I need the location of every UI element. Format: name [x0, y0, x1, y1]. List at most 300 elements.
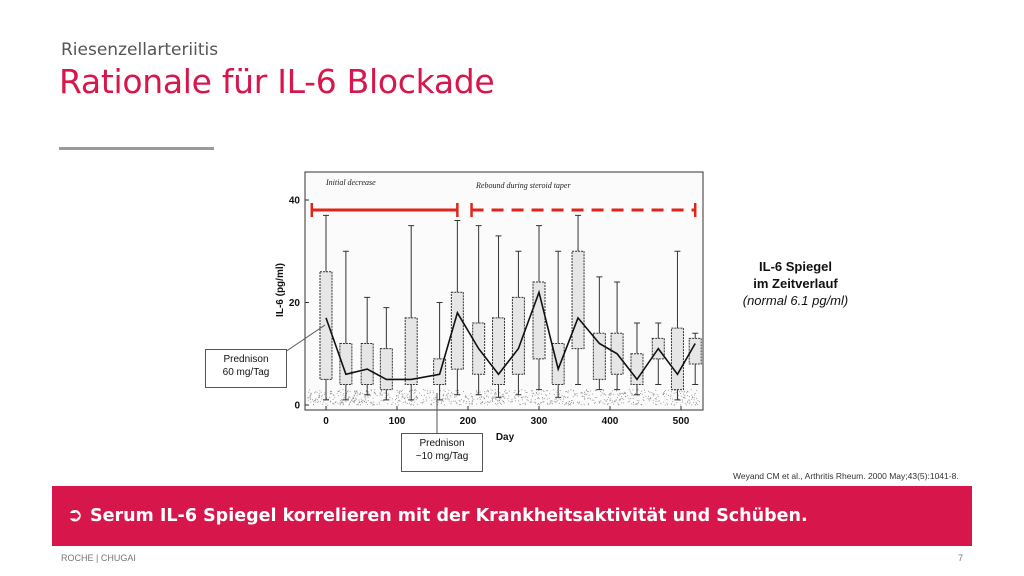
noise-dot	[653, 400, 654, 401]
noise-dot	[555, 399, 556, 400]
noise-dot	[485, 393, 486, 394]
noise-dot	[547, 390, 548, 391]
key-message-text: Serum IL-6 Spiegel korrelieren mit der Krankheitsaktivität und Schüben.	[90, 506, 808, 526]
noise-dot	[361, 399, 362, 400]
noise-dot	[333, 394, 334, 395]
noise-dot	[409, 398, 410, 399]
noise-dot	[310, 394, 311, 395]
noise-dot	[687, 395, 688, 396]
noise-dot	[343, 403, 344, 404]
noise-dot	[396, 398, 397, 399]
noise-dot	[649, 399, 650, 400]
noise-dot	[691, 395, 692, 396]
noise-dot	[509, 391, 510, 392]
noise-dot	[506, 393, 507, 394]
noise-dot	[613, 394, 614, 395]
x-tick-label-100: 100	[388, 416, 406, 427]
side-label-line2: im Zeitverlauf	[753, 276, 838, 291]
noise-dot	[399, 392, 400, 393]
noise-dot	[507, 398, 508, 399]
noise-dot	[637, 400, 638, 401]
noise-dot	[697, 404, 698, 405]
noise-dot	[479, 397, 480, 398]
noise-dot	[501, 404, 502, 405]
noise-dot	[590, 398, 591, 399]
noise-dot	[466, 401, 467, 402]
noise-dot	[522, 399, 523, 400]
noise-dot	[343, 395, 344, 396]
noise-dot	[547, 399, 548, 400]
noise-dot	[518, 400, 519, 401]
x-tick-label-500: 500	[672, 416, 690, 427]
noise-dot	[521, 389, 522, 390]
noise-dot	[484, 391, 485, 392]
y-tick-label-40: 40	[288, 195, 300, 207]
noise-dot	[655, 398, 656, 399]
noise-dot	[368, 395, 369, 396]
noise-dot	[558, 398, 559, 399]
noise-dot	[443, 394, 444, 395]
noise-dot	[350, 401, 351, 402]
noise-dot	[364, 401, 365, 402]
noise-dot	[668, 395, 669, 396]
noise-dot	[680, 405, 681, 406]
noise-dot	[409, 403, 410, 404]
noise-dot	[356, 404, 357, 405]
noise-dot	[549, 393, 550, 394]
noise-dot	[601, 395, 602, 396]
noise-dot	[380, 394, 381, 395]
noise-dot	[633, 395, 634, 396]
noise-dot	[608, 403, 609, 404]
noise-dot	[694, 397, 695, 398]
noise-dot	[465, 395, 466, 396]
noise-dot	[508, 401, 509, 402]
noise-dot	[653, 403, 654, 404]
noise-dot	[678, 398, 679, 399]
noise-dot	[350, 391, 351, 392]
noise-dot	[486, 395, 487, 396]
noise-dot	[641, 391, 642, 392]
noise-dot	[578, 403, 579, 404]
noise-dot	[569, 404, 570, 405]
noise-dot	[381, 390, 382, 391]
noise-dot	[683, 394, 684, 395]
noise-dot	[354, 392, 355, 393]
noise-dot	[515, 398, 516, 399]
noise-dot	[588, 403, 589, 404]
noise-dot	[471, 396, 472, 397]
noise-dot	[667, 404, 668, 405]
noise-dot	[522, 397, 523, 398]
noise-dot	[542, 397, 543, 398]
noise-dot	[492, 399, 493, 400]
noise-dot	[404, 398, 405, 399]
noise-dot	[618, 404, 619, 405]
noise-dot	[477, 393, 478, 394]
noise-dot	[338, 391, 339, 392]
noise-dot	[503, 396, 504, 397]
noise-dot	[362, 393, 363, 394]
noise-dot	[617, 394, 618, 395]
noise-dot	[399, 391, 400, 392]
noise-dot	[587, 391, 588, 392]
noise-dot	[635, 393, 636, 394]
noise-dot	[644, 390, 645, 391]
noise-dot	[381, 391, 382, 392]
noise-dot	[402, 393, 403, 394]
noise-dot	[317, 402, 318, 403]
noise-dot	[564, 404, 565, 405]
noise-dot	[627, 395, 628, 396]
noise-dot	[327, 405, 328, 406]
noise-dot	[562, 401, 563, 402]
noise-dot	[466, 403, 467, 404]
noise-dot	[502, 394, 503, 395]
noise-dot	[528, 400, 529, 401]
noise-dot	[452, 393, 453, 394]
noise-dot	[519, 404, 520, 405]
noise-dot	[544, 398, 545, 399]
noise-dot	[667, 399, 668, 400]
noise-dot	[359, 401, 360, 402]
noise-dot	[617, 397, 618, 398]
noise-dot	[502, 400, 503, 401]
noise-dot	[488, 391, 489, 392]
annotation-rebound: Rebound during steroid taper	[476, 181, 571, 190]
noise-dot	[512, 399, 513, 400]
noise-dot	[596, 397, 597, 398]
noise-dot	[459, 404, 460, 405]
noise-dot	[670, 396, 671, 397]
noise-dot	[318, 395, 319, 396]
noise-dot	[550, 401, 551, 402]
noise-dot	[620, 393, 621, 394]
noise-dot	[488, 397, 489, 398]
noise-dot	[366, 390, 367, 391]
noise-dot	[653, 393, 654, 394]
noise-dot	[435, 397, 436, 398]
noise-dot	[344, 397, 345, 398]
noise-dot	[686, 404, 687, 405]
noise-dot	[351, 399, 352, 400]
noise-dot	[450, 396, 451, 397]
noise-dot	[494, 397, 495, 398]
noise-dot	[682, 400, 683, 401]
noise-dot	[584, 404, 585, 405]
noise-dot	[570, 403, 571, 404]
noise-dot	[504, 402, 505, 403]
noise-dot	[576, 393, 577, 394]
noise-dot	[648, 398, 649, 399]
noise-dot	[500, 396, 501, 397]
noise-dot	[560, 399, 561, 400]
noise-dot	[315, 399, 316, 400]
noise-dot	[426, 399, 427, 400]
noise-dot	[604, 399, 605, 400]
noise-dot	[396, 395, 397, 396]
noise-dot	[628, 402, 629, 403]
noise-dot	[374, 389, 375, 390]
noise-dot	[682, 391, 683, 392]
noise-dot	[594, 403, 595, 404]
noise-dot	[387, 403, 388, 404]
noise-dot	[635, 404, 636, 405]
noise-dot	[447, 398, 448, 399]
noise-dot	[595, 397, 596, 398]
noise-dot	[406, 395, 407, 396]
noise-dot	[338, 395, 339, 396]
citation: Weyand CM et al., Arthritis Rheum. 2000 May;43(5):1041-8.	[733, 471, 959, 481]
noise-dot	[687, 401, 688, 402]
noise-dot	[466, 396, 467, 397]
noise-dot	[663, 402, 664, 403]
noise-dot	[425, 390, 426, 391]
noise-dot	[574, 395, 575, 396]
noise-dot	[543, 401, 544, 402]
noise-dot	[453, 401, 454, 402]
noise-dot	[621, 402, 622, 403]
noise-dot	[604, 404, 605, 405]
noise-dot	[357, 393, 358, 394]
noise-dot	[563, 399, 564, 400]
noise-dot	[345, 401, 346, 402]
noise-dot	[310, 399, 311, 400]
noise-dot	[480, 399, 481, 400]
noise-dot	[371, 389, 372, 390]
noise-dot	[319, 390, 320, 391]
noise-dot	[638, 400, 639, 401]
noise-dot	[321, 396, 322, 397]
noise-dot	[463, 391, 464, 392]
page-number: 7	[958, 553, 964, 563]
noise-dot	[310, 395, 311, 396]
noise-dot	[584, 399, 585, 400]
noise-dot	[573, 396, 574, 397]
noise-dot	[676, 392, 677, 393]
noise-dot	[320, 401, 321, 402]
noise-dot	[469, 401, 470, 402]
noise-dot	[510, 402, 511, 403]
noise-dot	[523, 397, 524, 398]
noise-dot	[448, 393, 449, 394]
noise-dot	[535, 395, 536, 396]
noise-dot	[492, 401, 493, 402]
slide-title: Rationale für IL-6 Blockade	[59, 62, 495, 101]
noise-dot	[565, 391, 566, 392]
noise-dot	[643, 397, 644, 398]
noise-dot	[584, 398, 585, 399]
box-6	[451, 292, 463, 369]
noise-dot	[600, 401, 601, 402]
noise-dot	[333, 399, 334, 400]
callout-high-dose-line1: Prednison	[223, 354, 269, 365]
noise-dot	[577, 395, 578, 396]
noise-dot	[667, 403, 668, 404]
noise-dot	[613, 404, 614, 405]
noise-dot	[415, 389, 416, 390]
noise-dot	[508, 396, 509, 397]
noise-dot	[612, 401, 613, 402]
noise-dot	[472, 398, 473, 399]
noise-dot	[490, 401, 491, 402]
noise-dot	[367, 395, 368, 396]
noise-dot	[400, 391, 401, 392]
noise-dot	[341, 401, 342, 402]
noise-dot	[678, 395, 679, 396]
y-tick-label-20: 20	[288, 298, 300, 309]
noise-dot	[505, 390, 506, 391]
noise-dot	[431, 404, 432, 405]
noise-dot	[416, 390, 417, 391]
noise-dot	[649, 400, 650, 401]
noise-dot	[340, 392, 341, 393]
noise-dot	[663, 394, 664, 395]
noise-dot	[670, 395, 671, 396]
noise-dot	[689, 396, 690, 397]
noise-dot	[607, 404, 608, 405]
noise-dot	[500, 403, 501, 404]
noise-dot	[333, 404, 334, 405]
noise-dot	[650, 397, 651, 398]
noise-dot	[343, 393, 344, 394]
noise-dot	[322, 404, 323, 405]
noise-dot	[421, 395, 422, 396]
noise-dot	[695, 393, 696, 394]
noise-dot	[445, 398, 446, 399]
noise-dot	[538, 403, 539, 404]
noise-dot	[637, 403, 638, 404]
noise-dot	[446, 395, 447, 396]
noise-dot	[604, 393, 605, 394]
noise-dot	[477, 399, 478, 400]
noise-dot	[354, 402, 355, 403]
noise-dot	[444, 390, 445, 391]
noise-dot	[544, 391, 545, 392]
noise-dot	[471, 403, 472, 404]
noise-dot	[584, 396, 585, 397]
noise-dot	[563, 396, 564, 397]
noise-dot	[622, 398, 623, 399]
noise-dot	[546, 390, 547, 391]
noise-dot	[334, 395, 335, 396]
noise-dot	[350, 397, 351, 398]
noise-dot	[318, 397, 319, 398]
noise-dot	[542, 398, 543, 399]
noise-dot	[689, 399, 690, 400]
noise-dot	[539, 393, 540, 394]
noise-dot	[687, 402, 688, 403]
right-arrow-icon: ➲	[67, 504, 83, 526]
noise-dot	[472, 404, 473, 405]
noise-dot	[641, 404, 642, 405]
noise-dot	[372, 405, 373, 406]
noise-dot	[633, 402, 634, 403]
noise-dot	[368, 400, 369, 401]
noise-dot	[417, 398, 418, 399]
noise-dot	[373, 398, 374, 399]
noise-dot	[481, 403, 482, 404]
x-tick-label-300: 300	[530, 416, 548, 427]
noise-dot	[495, 403, 496, 404]
noise-dot	[398, 397, 399, 398]
noise-dot	[488, 402, 489, 403]
noise-dot	[460, 404, 461, 405]
noise-dot	[397, 390, 398, 391]
noise-dot	[454, 397, 455, 398]
noise-dot	[633, 404, 634, 405]
noise-dot	[553, 389, 554, 390]
noise-dot	[664, 396, 665, 397]
noise-dot	[562, 395, 563, 396]
noise-dot	[609, 393, 610, 394]
noise-dot	[395, 404, 396, 405]
noise-dot	[309, 397, 310, 398]
noise-dot	[629, 389, 630, 390]
noise-dot	[370, 395, 371, 396]
callout-low-dose-line1: Prednison	[419, 438, 465, 449]
noise-dot	[618, 395, 619, 396]
noise-dot	[443, 401, 444, 402]
noise-dot	[532, 396, 533, 397]
noise-dot	[424, 395, 425, 396]
noise-dot	[619, 399, 620, 400]
noise-dot	[584, 392, 585, 393]
noise-dot	[310, 393, 311, 394]
noise-dot	[468, 399, 469, 400]
noise-dot	[681, 396, 682, 397]
noise-dot	[341, 399, 342, 400]
noise-dot	[482, 401, 483, 402]
noise-dot	[370, 402, 371, 403]
noise-dot	[491, 393, 492, 394]
noise-dot	[366, 402, 367, 403]
noise-dot	[525, 397, 526, 398]
noise-dot	[690, 402, 691, 403]
noise-dot	[317, 399, 318, 400]
noise-dot	[694, 399, 695, 400]
noise-dot	[442, 399, 443, 400]
noise-dot	[623, 403, 624, 404]
noise-dot	[573, 403, 574, 404]
noise-dot	[314, 392, 315, 393]
noise-dot	[629, 398, 630, 399]
box-13	[593, 333, 605, 379]
noise-dot	[535, 403, 536, 404]
noise-dot	[549, 398, 550, 399]
noise-dot	[473, 399, 474, 400]
noise-dot	[515, 390, 516, 391]
noise-dot	[566, 403, 567, 404]
noise-dot	[365, 398, 366, 399]
noise-dot	[445, 391, 446, 392]
noise-dot	[402, 390, 403, 391]
noise-dot	[504, 398, 505, 399]
noise-dot	[362, 402, 363, 403]
noise-dot	[417, 397, 418, 398]
noise-dot	[688, 391, 689, 392]
noise-dot	[315, 391, 316, 392]
noise-dot	[371, 403, 372, 404]
noise-dot	[640, 393, 641, 394]
noise-dot	[622, 393, 623, 394]
noise-dot	[427, 391, 428, 392]
noise-dot	[693, 402, 694, 403]
noise-dot	[481, 402, 482, 403]
noise-dot	[519, 391, 520, 392]
noise-dot	[455, 401, 456, 402]
noise-dot	[531, 402, 532, 403]
